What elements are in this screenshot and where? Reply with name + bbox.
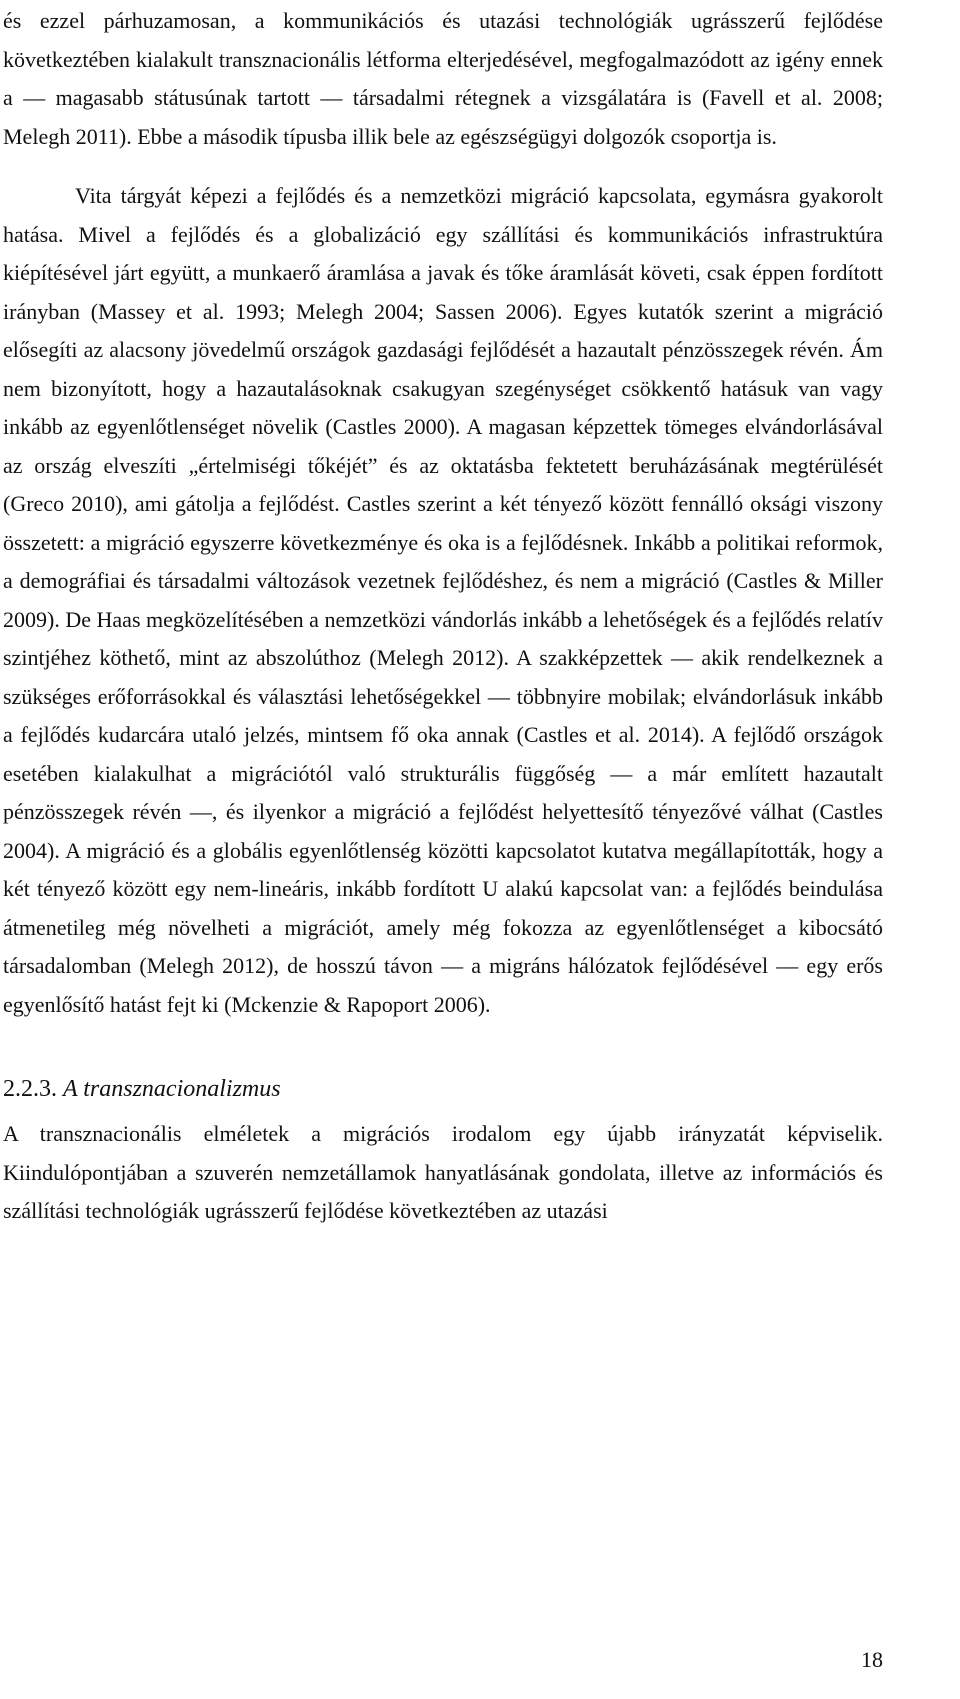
- section-title: A transznacionalizmus: [63, 1076, 281, 1102]
- section-heading: [3, 1071, 883, 1107]
- paragraph-1: és ezzel párhuzamosan, a kommunikációs és utazási technológiák ugrásszerű fejlődése következtében kialakult transznacionális létforma elterjedésével, megfogalmazódott az igény ennek a — magasabb státusúnak tartott — társadalmi rétegnek a vizsgálatára is (Favell et al. 2008; Melegh 2011). Ebbe a második típusba illik bele az egészségügyi dolgozók csoportja is.: [3, 8, 883, 149]
- page-number: 18: [861, 1647, 883, 1672]
- paragraph-2: Vita tárgyát képezi a fejlődés és a nemzetközi migráció kapcsolata, egymásra gyakorolt hatása. Mivel a fejlődés és a globalizáció egy szállítási és kommunikációs infrastruktúra kiépítésével járt együtt, a munkaerő áramlása a javak és tőke áramlását követi, csak éppen fordított irányban (Massey et al. 1993; Melegh 2004; Sassen 2006). Egyes kutatók szerint a migráció elősegíti az alacsony jövedelmű országok gazdasági fejlődését a hazautalt pénzösszegek révén. Ám nem bizonyított, hogy a hazautalásoknak csakugyan szegénységet csökkentő hatásuk van vagy inkább az egyenlőtlenséget növelik (Castles 2000). A magasan képzettek tömeges elvándorlásával az ország elveszíti „értelmiségi tőkéjét” és az oktatásba fektetett beruházásának megtérülését (Greco 2010), ami gátolja a fejlődést. Castles szerint a két tényező között fennálló oksági viszony összetett: a migráció egyszerre következménye és oka is a fejlődésnek. Inkább a politikai reformok, a demográfiai és társadalmi változások vezetnek fejlődéshez, és nem a migráció (Castles & Miller 2009). De Haas megközelítésében a nemzetközi vándorlás inkább a lehetőségek és a fejlődés relatív szintjéhez köthető, mint az abszolúthoz (Melegh 2012). A szakképzettek — akik rendelkeznek a szükséges erőforrásokkal és választási lehetőségekkel — többnyire mobilak; elvándorlásuk inkább a fejlődés kudarcára utaló jelzés, mintsem fő oka annak (Castles et al. 2014). A fejlődő országok esetében kialakulhat a migrációtól való strukturális függőség — a már említett hazautalt pénzösszegek révén —, és ilyenkor a migráció a fejlődést helyettesítő tényezővé válhat (Castles 2004). A migráció és a globális egyenlőtlenség közötti kapcsolatot kutatva megállapították, hogy a két tényező között egy nem-lineáris, inkább fordított U alakú kapcsolat van: a fejlődés beindulása átmenetileg még növelheti a migrációt, amely még fokozza az egyenlőtlenséget a kibocsátó társadalomban (Melegh 2012), de hosszú távon — a migráns hálózatok fejlődésével — egy erős egyenlősítő hatást fejt ki (Mckenzie & Rapoport 2006).: [3, 183, 883, 1017]
- paragraph-3: A transznacionális elméletek a migrációs irodalom egy újabb irányzatát képviselik. Kiindulópontjában a szuverén nemzetállamok hanyatlásának gondolata, illetve az információs és szállítási technológiák ugrásszerű fejlődése következtében az utazási: [3, 1121, 883, 1223]
- section-number: 2.2.3.: [3, 1076, 57, 1102]
- page-content: [3, 2, 883, 1231]
